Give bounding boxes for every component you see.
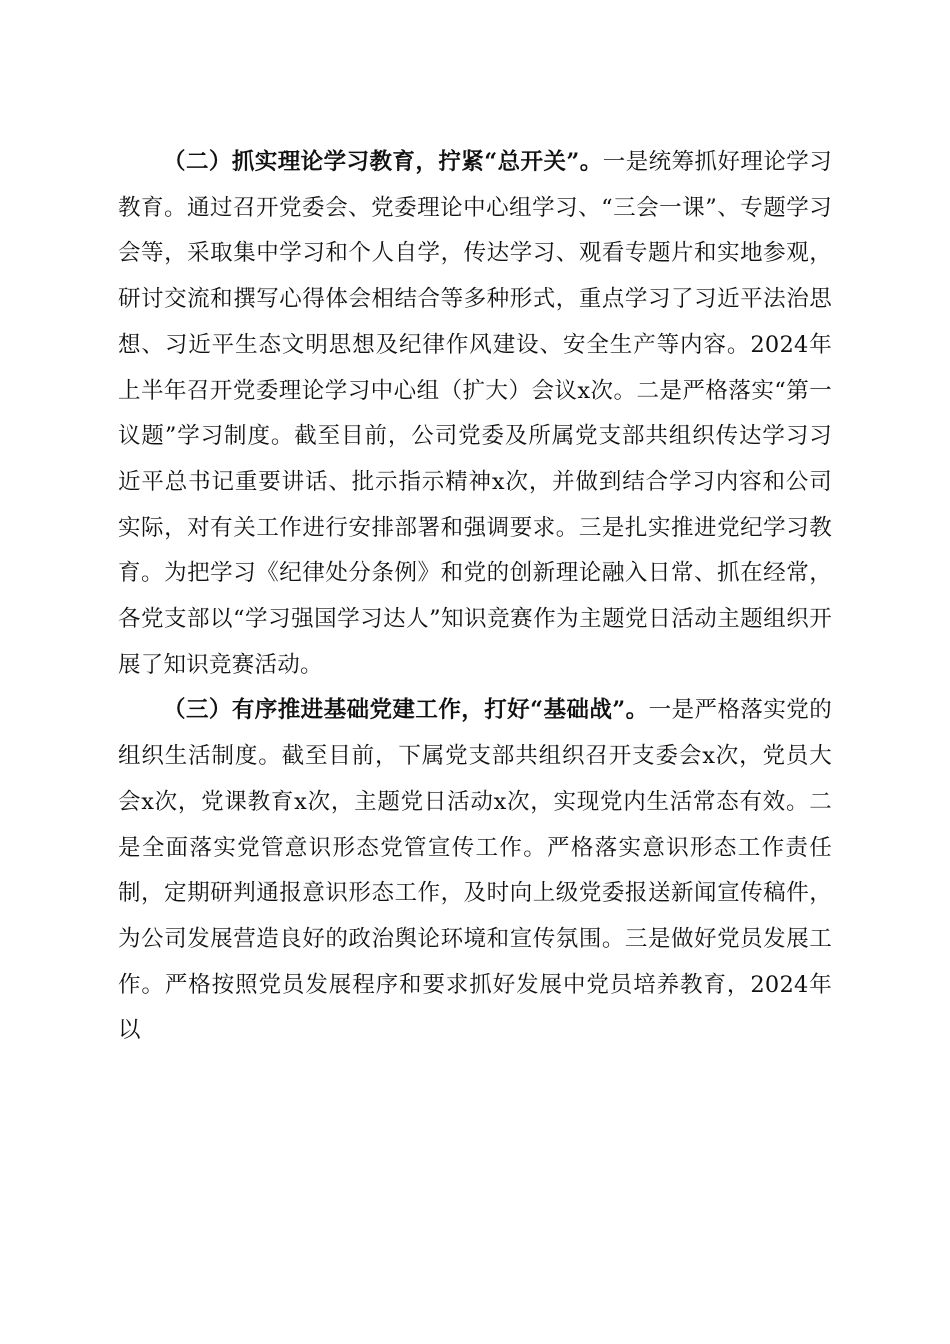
paragraph-three	[118, 688, 832, 1054]
paragraph-two-text: 一是统筹抓好理论学习教育。通过召开党委会、党委理论中心组学习、“三会一课”、专题学习会等，采取集中学习和个人自学，传达学习、观看专题片和实地参观，研讨交流和撰写心得体会相结合等多种形式，重点学习了习近平法治思想、习近平生态文明思想及纪律作风建设、安全生产等内容。2024年上半年召开党委理论学习中心组（扩大）会议x次。二是严格落实“第一议题”学习制度。截至目前，公司党委及所属党支部共组织传达学习习近平总书记重要讲话、批示指示精神x次，并做到结合学习内容和公司实际，对有关工作进行安排部署和强调要求。三是扎实推进党纪学习教育。为把学习《纪律处分条例》和党的创新理论融入日常、抓在经常，各党支部以“学习强国学习达人”知识竞赛作为主题党日活动主题组织开展了知识竞赛活动。	[118, 149, 832, 678]
document-body	[118, 140, 832, 1054]
paragraph-two	[118, 140, 832, 688]
paragraph-three-heading: （三）有序推进基础党建工作，打好“基础战”。	[163, 697, 649, 724]
paragraph-two-heading: （二）抓实理论学习教育，拧紧“总开关”。	[163, 149, 603, 175]
paragraph-three-text: 一是严格落实党的组织生活制度。截至目前，下属党支部共组织召开支委会x次，党员大会x次，党课教育x次，主题党日活动x次，实现党内生活常态有效。二是全面落实党管意识形态党管宣传工作。严格落实意识形态工作责任制，定期研判通报意识形态工作，及时向上级党委报送新闻宣传稿件，为公司发展营造良好的政治舆论环境和宣传氛围。三是做好党员发展工作。严格按照党员发展程序和要求抓好发展中党员培养教育，2024年以	[118, 697, 832, 1044]
